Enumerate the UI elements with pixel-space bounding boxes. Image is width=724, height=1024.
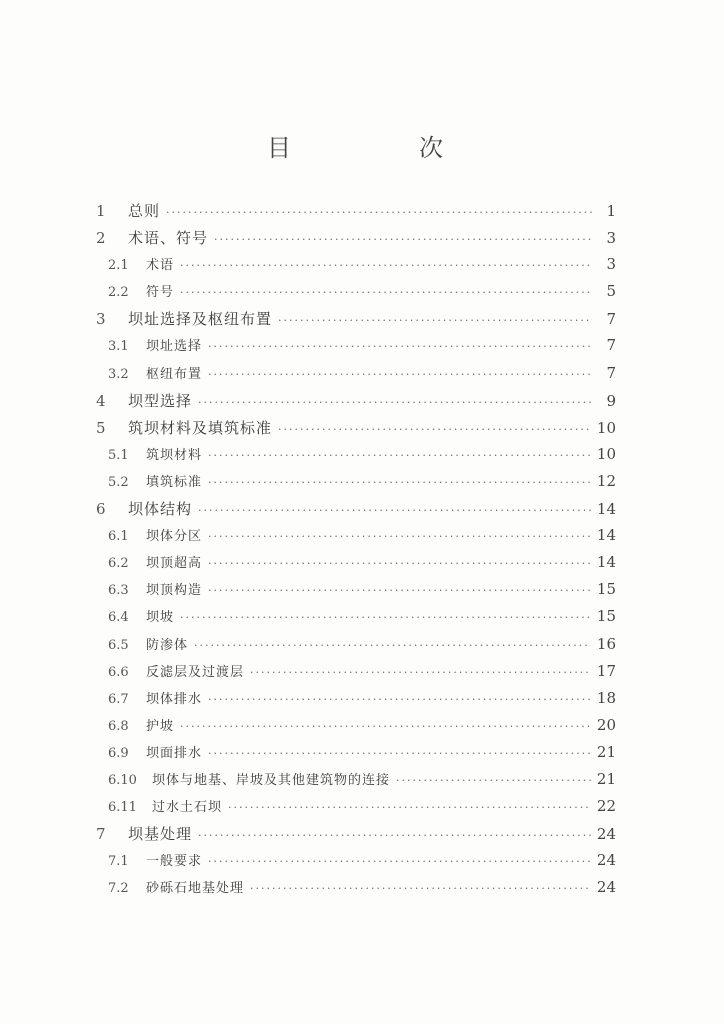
toc-page-number: 10 [596, 444, 616, 463]
toc-subsection-entry [96, 335, 616, 362]
toc-page-number: 3 [606, 255, 616, 274]
toc-entry-title: 枢纽布置 [146, 366, 203, 382]
dot-leader [228, 801, 591, 814]
toc-entry-number: 6.7 [108, 691, 129, 707]
toc-entry-title: 坝体排水 [146, 691, 203, 707]
toc-entry-number: 5.2 [108, 474, 129, 490]
dot-leader [194, 639, 591, 652]
toc-page-number: 5 [606, 282, 616, 301]
toc-page-number: 1 [606, 202, 616, 220]
toc-entry-number: 5.1 [108, 447, 129, 463]
dot-leader [180, 611, 591, 624]
toc-page-number: 24 [596, 878, 616, 897]
dot-leader [166, 206, 592, 219]
toc-entry-number: 7 [96, 825, 106, 844]
toc-entry-number: 6.10 [108, 772, 137, 788]
toc-entry-title: 反滤层及过渡层 [146, 664, 245, 680]
toc-page-number: 12 [596, 471, 616, 490]
dot-leader [208, 855, 591, 868]
toc-entry-title: 术语 [146, 258, 175, 274]
toc-entry-number: 6.5 [108, 637, 129, 653]
dot-leader [198, 504, 591, 517]
toc-entry-number: 5 [96, 418, 106, 437]
toc-page-number: 16 [596, 634, 616, 653]
toc-entry-number: 6.6 [108, 664, 129, 680]
toc-entry-title: 总则 [128, 202, 161, 220]
toc-entry-number: 6.11 [108, 800, 137, 816]
toc-entry-number: 6.2 [108, 556, 129, 572]
dot-leader [208, 557, 591, 570]
toc-entry-title: 筑坝材料及填筑标准 [128, 418, 273, 437]
toc-page-number: 14 [596, 553, 616, 572]
toc-entry-title: 坝体分区 [146, 529, 203, 545]
toc-page-number: 20 [596, 715, 616, 734]
dot-leader [198, 396, 592, 409]
toc-entry-number: 2.1 [108, 258, 129, 274]
toc-page-number: 21 [596, 742, 616, 761]
toc-subsection-entry [96, 444, 616, 471]
toc-subsection-entry [96, 661, 616, 688]
dot-leader [208, 368, 592, 381]
toc-page-number: 14 [596, 526, 616, 545]
dot-leader [198, 829, 591, 842]
dot-leader [250, 882, 591, 895]
toc-entry-title: 坝顶超高 [146, 556, 203, 572]
toc-entry-title: 筑坝材料 [146, 447, 203, 463]
toc-entry-title: 一般要求 [146, 854, 203, 870]
toc-section-entry [96, 823, 616, 850]
toc-entry-title: 符号 [146, 285, 175, 301]
table-of-contents [96, 200, 616, 904]
dot-leader [208, 693, 591, 706]
dot-leader [180, 720, 591, 733]
toc-entry-title: 砂砾石地基处理 [146, 881, 245, 897]
toc-subsection-entry [96, 471, 616, 498]
toc-subsection-entry [96, 281, 616, 308]
toc-section-entry [96, 417, 616, 444]
toc-entry-title: 防渗体 [146, 637, 189, 653]
toc-page-number: 24 [596, 851, 616, 870]
toc-subsection-entry [96, 742, 616, 769]
toc-entry-number: 2.2 [108, 285, 129, 301]
toc-page-number: 24 [596, 825, 616, 844]
toc-section-entry [96, 227, 616, 254]
toc-entry-title: 坝面排水 [146, 745, 203, 761]
dot-leader [208, 747, 591, 760]
toc-page-number: 7 [606, 336, 616, 355]
toc-entry-number: 2 [96, 229, 106, 248]
dot-leader [278, 423, 591, 436]
dot-leader [250, 666, 591, 679]
toc-page-number: 15 [596, 580, 616, 599]
toc-subsection-entry [96, 525, 616, 552]
toc-page-number: 9 [606, 391, 616, 410]
toc-section-entry [96, 200, 616, 227]
toc-entry-number: 6 [96, 500, 106, 519]
toc-entry-title: 坝体与地基、岸坡及其他建筑物的连接 [152, 772, 391, 788]
toc-page-number: 21 [596, 769, 616, 788]
toc-entry-number: 7.1 [108, 854, 129, 870]
toc-page-number: 10 [596, 418, 616, 437]
toc-entry-title: 坝坡 [146, 610, 175, 626]
toc-section-entry [96, 308, 616, 335]
toc-section-entry [96, 390, 616, 417]
toc-entry-title: 坝顶构造 [146, 583, 203, 599]
toc-entry-number: 6.4 [108, 610, 129, 626]
toc-page-number: 14 [596, 500, 616, 519]
dot-leader [208, 449, 591, 462]
toc-entry-title: 护坡 [146, 718, 175, 734]
toc-entry-number: 3.2 [108, 366, 129, 382]
toc-entry-number: 3 [96, 310, 106, 329]
toc-page-number: 3 [606, 229, 616, 248]
toc-subsection-entry [96, 254, 616, 281]
toc-entry-number: 6.1 [108, 529, 129, 545]
toc-entry-number: 7.2 [108, 881, 129, 897]
toc-page-number: 7 [606, 363, 616, 382]
dot-leader [180, 286, 592, 299]
toc-title: 目 次 [267, 134, 495, 162]
toc-subsection-entry [96, 850, 616, 877]
toc-entry-title: 坝址选择及枢纽布置 [128, 310, 273, 329]
toc-subsection-entry [96, 877, 616, 904]
toc-page-number: 22 [596, 797, 616, 816]
toc-subsection-entry [96, 796, 616, 823]
dot-leader [208, 530, 591, 543]
toc-page-number: 18 [596, 688, 616, 707]
toc-page-number: 7 [606, 310, 616, 329]
toc-entry-title: 过水土石坝 [152, 800, 223, 816]
toc-subsection-entry [96, 606, 616, 633]
dot-leader [214, 233, 592, 246]
dot-leader [208, 584, 591, 597]
toc-entry-number: 4 [96, 391, 106, 410]
toc-subsection-entry [96, 363, 616, 390]
toc-section-entry [96, 498, 616, 525]
toc-page-number: 17 [596, 661, 616, 680]
toc-entry-number: 6.3 [108, 583, 129, 599]
toc-subsection-entry [96, 634, 616, 661]
toc-subsection-entry [96, 715, 616, 742]
toc-subsection-entry [96, 579, 616, 606]
toc-entry-title: 坝体结构 [128, 500, 193, 519]
dot-leader [208, 476, 591, 489]
toc-subsection-entry [96, 769, 616, 796]
toc-subsection-entry [96, 552, 616, 579]
toc-entry-number: 1 [96, 202, 106, 220]
toc-entry-title: 填筑标准 [146, 474, 203, 490]
toc-subsection-entry [96, 688, 616, 715]
toc-entry-number: 6.9 [108, 745, 129, 761]
toc-entry-title: 坝基处理 [128, 825, 193, 844]
dot-leader [180, 259, 592, 272]
toc-entry-number: 6.8 [108, 718, 129, 734]
dot-leader [278, 314, 592, 327]
toc-entry-title: 术语、符号 [128, 229, 209, 248]
toc-entry-title: 坝址选择 [146, 339, 203, 355]
dot-leader [396, 774, 591, 787]
dot-leader [208, 340, 592, 353]
toc-entry-number: 3.1 [108, 339, 129, 355]
toc-page-number: 15 [596, 607, 616, 626]
toc-entry-title: 坝型选择 [128, 391, 193, 410]
